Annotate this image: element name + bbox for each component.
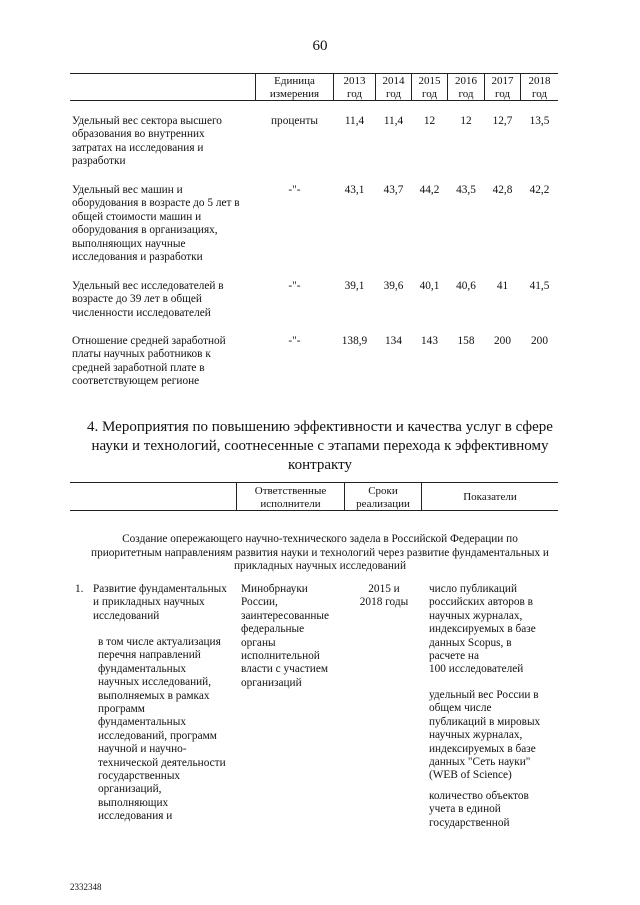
value-cell: 12,7 bbox=[492, 115, 513, 127]
indicator-name: Удельный вес сектора высшего образования во внутренних затратах на исследования и разработки bbox=[72, 115, 222, 168]
value-cell: 158 bbox=[457, 335, 475, 347]
year-header: 2013 год bbox=[343, 75, 366, 100]
value-cell: 43,5 bbox=[456, 184, 476, 196]
indicator-unit: -"- bbox=[288, 280, 301, 292]
value-cell: 40,6 bbox=[456, 280, 476, 292]
year-header: 2014 год bbox=[382, 75, 405, 100]
year-header: 2017 год bbox=[491, 75, 514, 100]
table-subheading: Создание опережающего научно-технического задела в Российской Федерации по приоритетным направлениям развития науки и технологий через развитие фундаментальных и прикладных научных исследований bbox=[91, 533, 549, 572]
page-number: 60 bbox=[312, 38, 328, 54]
value-cell: 40,1 bbox=[419, 280, 440, 292]
value-cell: 11,4 bbox=[344, 115, 365, 127]
indicator-name: Удельный вес машин и оборудования в возрасте до 5 лет в общей стоимости машин и оборудования в организациях, выполняющих научные исследования и разработки bbox=[72, 184, 240, 264]
value-cell: 12 bbox=[460, 115, 472, 127]
implementation-terms: 2015 и 2018 годы bbox=[359, 583, 409, 609]
value-cell: 41 bbox=[496, 280, 509, 292]
indicators-column-header: Показатели bbox=[463, 491, 517, 503]
indicator-item: удельный вес России в общем числе публикаций в мировых научных журналах, индексируемых в базе данных "Сеть науки" (WEB of Science) bbox=[429, 689, 541, 782]
value-cell: 134 bbox=[385, 335, 402, 347]
year-header: 2018 год bbox=[528, 75, 551, 100]
value-cell: 39,1 bbox=[344, 280, 365, 292]
section-title: 4. Мероприятия по повышению эффективности и качества услуг в сфере науки и технологий, соотнесенные с этапами перехода к эффективному контракту bbox=[87, 419, 553, 473]
value-cell: 39,6 bbox=[383, 280, 404, 292]
indicator-name: Удельный вес исследователей в возрасте до 39 лет в общей численности исследователей bbox=[72, 280, 224, 319]
unit-column-header: Единица измерения bbox=[269, 75, 320, 100]
value-cell: 43,7 bbox=[383, 184, 404, 196]
value-cell: 43,1 bbox=[344, 184, 365, 196]
table-top-rule bbox=[70, 482, 558, 483]
value-cell: 138,9 bbox=[341, 335, 368, 347]
indicator-item: количество объектов учета в единой государственной bbox=[429, 790, 529, 829]
value-cell: 42,2 bbox=[529, 184, 550, 196]
value-cell: 13,5 bbox=[529, 115, 550, 127]
measure-title: Развитие фундаментальных и прикладных научных исследований bbox=[93, 583, 227, 622]
indicator-unit: -"- bbox=[288, 184, 301, 196]
indicator-item: число публикаций российских авторов в научных журналах, индексируемых в базе данных Scopus, в расчете на 100 исследователей bbox=[429, 583, 536, 676]
document-code: 2332348 bbox=[70, 882, 102, 892]
value-cell: 200 bbox=[531, 335, 548, 347]
value-cell: 200 bbox=[494, 335, 511, 347]
value-cell: 42,8 bbox=[492, 184, 513, 196]
year-header: 2015 год bbox=[418, 75, 441, 100]
measure-detail: в том числе актуализация перечня направлений фундаментальных научных исследований, выполняемых в рамках программ фундаментальных исследований, программ научной и научно- технической деятельности государственных организаций, выполняющих исследования и bbox=[98, 636, 226, 823]
row-number: 1. bbox=[75, 583, 84, 595]
value-cell: 41,5 bbox=[529, 280, 550, 292]
value-cell: 143 bbox=[421, 335, 438, 347]
table-header-rule bbox=[70, 510, 558, 511]
indicator-name: Отношение средней заработной платы научных работников к средней заработной плате в соответствующем регионе bbox=[72, 335, 226, 388]
value-cell: 12 bbox=[423, 115, 436, 127]
indicator-unit: проценты bbox=[271, 115, 318, 127]
terms-column-header: Сроки реализации bbox=[356, 485, 410, 510]
value-cell: 11,4 bbox=[383, 115, 404, 127]
responsible-executors: Минобрнауки России, заинтересованные федеральные органы исполнительной власти с участием организаций bbox=[241, 583, 330, 689]
year-header: 2016 год bbox=[455, 75, 477, 100]
indicator-unit: -"- bbox=[288, 335, 301, 347]
responsible-column-header: Ответственные исполнители bbox=[254, 485, 327, 510]
value-cell: 44,2 bbox=[419, 184, 440, 196]
